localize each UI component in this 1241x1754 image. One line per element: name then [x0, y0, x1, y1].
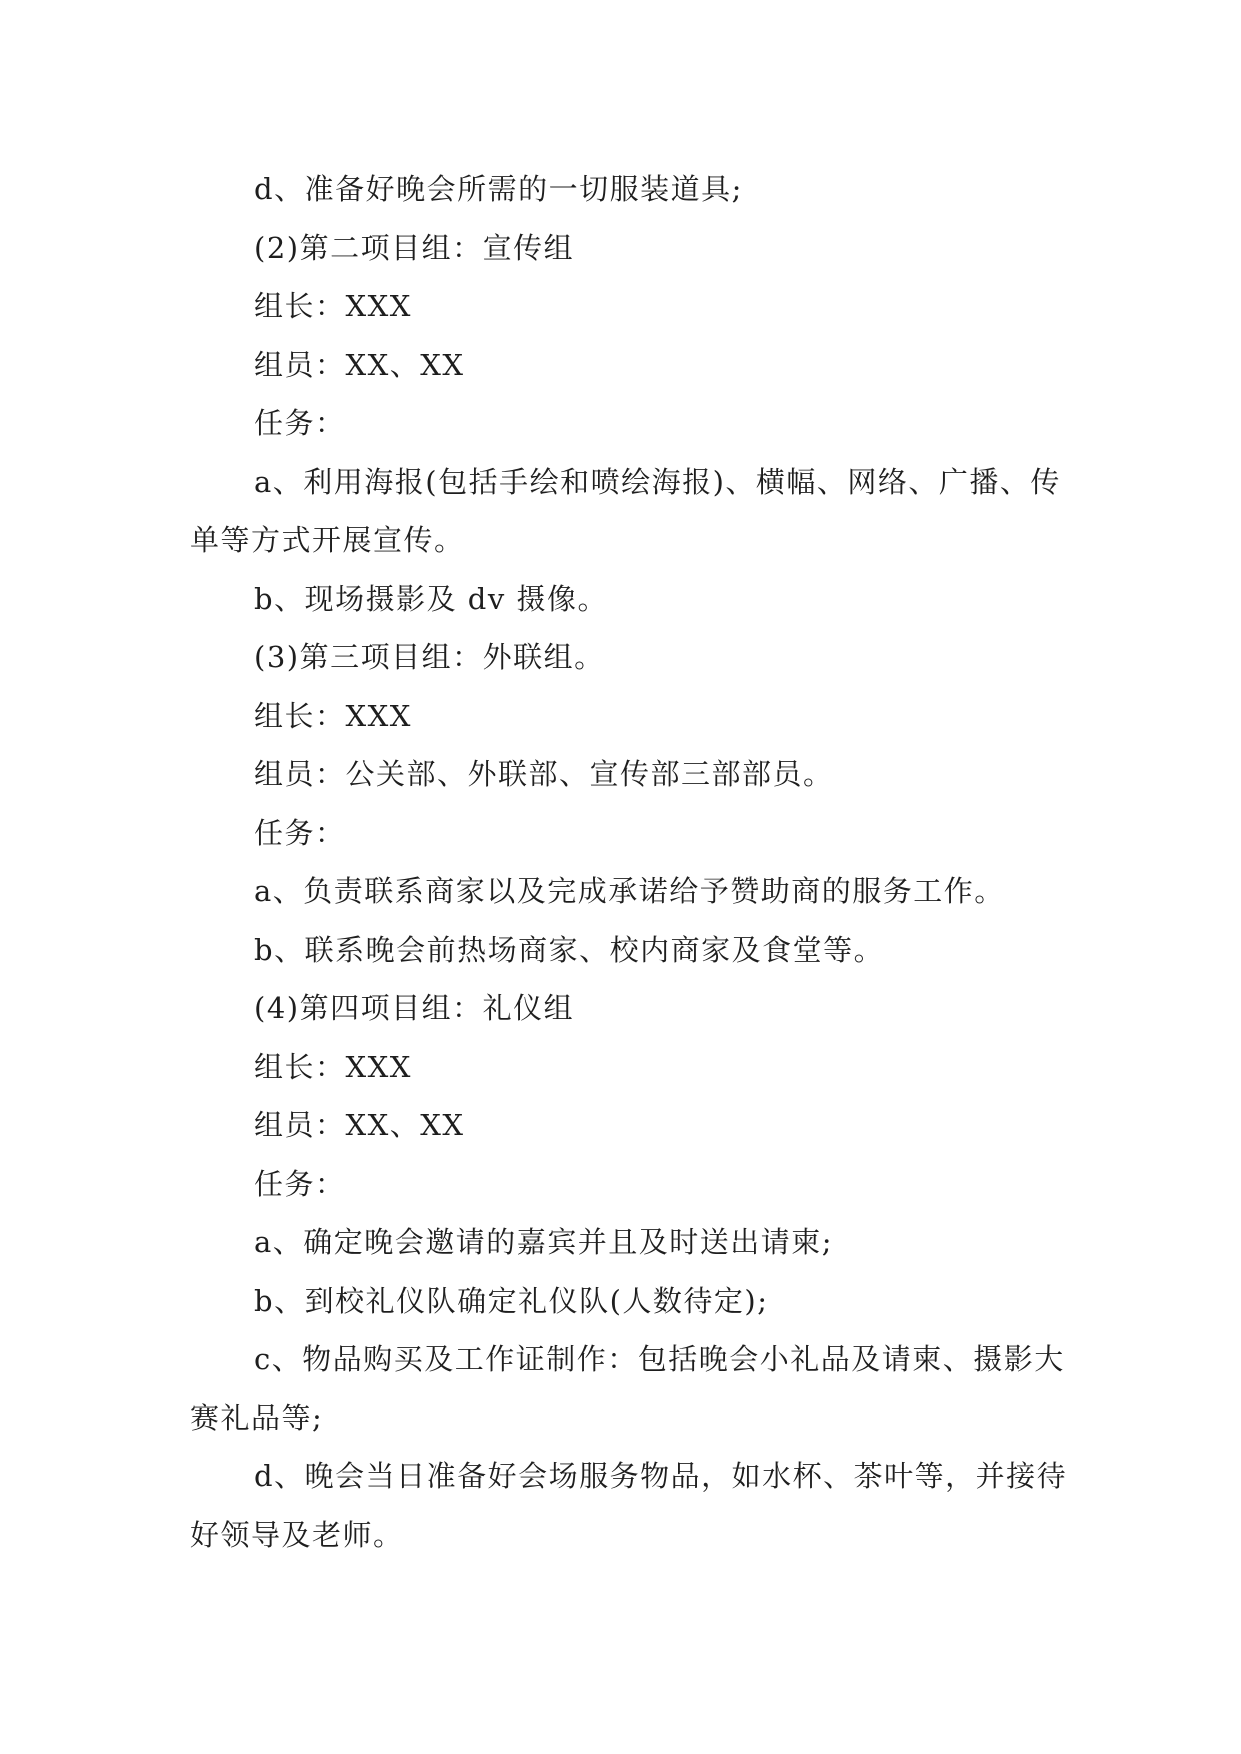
group-4-tasks-label: 任务： — [254, 1166, 346, 1201]
group-2-tasks-label: 任务： — [254, 406, 346, 440]
heading-group-3-liaison: (3)第三项目组：外联组。 — [254, 640, 605, 674]
group-3-task-a: a、负责联系商家以及完成承诺给予赞助商的服务工作。 — [254, 874, 1005, 908]
group-2-members: 组员：XX、XX — [254, 347, 465, 382]
document-body — [190, 160, 1070, 1564]
group-4-task-b: b、到校礼仪队确定礼仪队(人数待定); — [254, 1283, 769, 1318]
group-4-task-a: a、确定晚会邀请的嘉宾并且及时送出请柬; — [254, 1225, 834, 1259]
group-2-task-b: b、现场摄影及 dv 摄像。 — [254, 581, 608, 616]
group-4-task-c: c、物品购买及工作证制作：包括晚会小礼品及请柬、摄影大赛礼品等; — [190, 1342, 1065, 1435]
group-3-task-b: b、联系晚会前热场商家、校内商家及食堂等。 — [254, 932, 885, 967]
group-3-tasks-label: 任务： — [254, 815, 346, 850]
group-4-task-d: d、晚会当日准备好会场服务物品，如水杯、茶叶等，并接待好领导及老师。 — [190, 1459, 1068, 1552]
group-2-leader: 组长：XXX — [254, 289, 412, 323]
heading-group-4-etiquette: (4)第四项目组：礼仪组 — [254, 991, 575, 1025]
group-3-leader: 组长：XXX — [254, 698, 412, 733]
heading-group-2-publicity: (2)第二项目组：宣传组 — [254, 230, 575, 265]
group-3-members: 组员：公关部、外联部、宣传部三部部员。 — [254, 757, 834, 791]
paragraph-d-costumes: d、准备好晚会所需的一切服装道具; — [254, 172, 743, 206]
group-4-members: 组员：XX、XX — [254, 1108, 465, 1142]
group-4-leader: 组长：XXX — [254, 1049, 412, 1084]
group-2-task-a: a、利用海报(包括手绘和喷绘海报)、横幅、网络、广播、传单等方式开展宣传。 — [190, 464, 1061, 557]
